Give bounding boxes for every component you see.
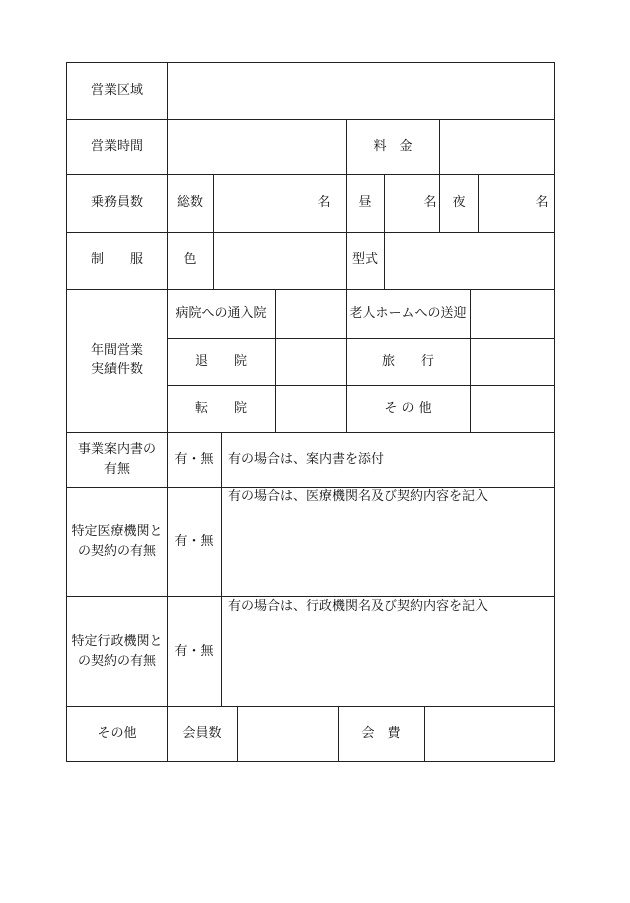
crew-total-input[interactable] bbox=[214, 175, 334, 232]
transfer-label: 転 院 bbox=[194, 401, 248, 416]
uniform-label: 制 服 bbox=[90, 252, 144, 267]
member-count-input[interactable] bbox=[239, 707, 338, 761]
members-label: 会員数 bbox=[182, 726, 222, 741]
fee-input[interactable] bbox=[440, 120, 554, 174]
admin-label-line2: の契約の有無 bbox=[77, 654, 157, 669]
admin-label-line1: 特定行政機関と bbox=[71, 634, 163, 649]
uniform-model-input[interactable] bbox=[385, 233, 554, 289]
travel-count-input[interactable] bbox=[471, 339, 554, 385]
application-form-table bbox=[66, 62, 555, 762]
medical-details-input[interactable] bbox=[222, 508, 554, 596]
brochure-choice[interactable]: 有・無 bbox=[174, 452, 214, 467]
discharge-count-input[interactable] bbox=[276, 339, 346, 385]
crew-night-label: 夜 bbox=[452, 195, 466, 210]
admin-choice[interactable]: 有・無 bbox=[174, 644, 214, 659]
crew-total-label: 総数 bbox=[176, 195, 204, 210]
travel-label: 旅 行 bbox=[381, 354, 435, 369]
area-input[interactable] bbox=[168, 63, 554, 119]
border-bottom bbox=[66, 761, 555, 762]
col-divider bbox=[346, 174, 347, 233]
brochure-label-line1: 事業案内書の bbox=[77, 442, 157, 457]
col-divider bbox=[346, 289, 347, 433]
col-divider bbox=[237, 706, 238, 762]
crew-total-unit: 名 bbox=[317, 195, 331, 210]
medical-choice[interactable]: 有・無 bbox=[174, 534, 214, 549]
uniform-color-input[interactable] bbox=[214, 233, 346, 289]
hospital-visit-count-input[interactable] bbox=[276, 290, 346, 338]
uniform-color-label: 色 bbox=[183, 252, 197, 267]
crew-day-label: 昼 bbox=[358, 195, 372, 210]
hours-input[interactable] bbox=[168, 120, 346, 174]
nursing-home-count-input[interactable] bbox=[471, 290, 554, 338]
crew-day-input[interactable] bbox=[385, 175, 425, 232]
medical-label-line1: 特定医療機関と bbox=[71, 524, 163, 539]
annual-label-line1: 年間営業 bbox=[90, 343, 144, 358]
other-count-input[interactable] bbox=[471, 386, 554, 432]
brochure-label-line2: 有無 bbox=[103, 462, 131, 477]
other-section-label: その他 bbox=[97, 726, 137, 741]
col-divider bbox=[338, 706, 339, 762]
transfer-count-input[interactable] bbox=[276, 386, 346, 432]
crew-night-input[interactable] bbox=[479, 175, 534, 232]
annual-label-line2: 実績件数 bbox=[90, 362, 144, 377]
hours-label: 営業時間 bbox=[90, 139, 144, 154]
area-label: 営業区域 bbox=[90, 83, 144, 98]
crew-night-unit: 名 bbox=[535, 195, 549, 210]
admin-note: 有の場合は、行政機関名及び契約内容を記入 bbox=[228, 599, 489, 614]
fee-label: 料 金 bbox=[373, 139, 413, 154]
medical-label-line2: の契約の有無 bbox=[77, 544, 157, 559]
col-divider bbox=[346, 232, 347, 290]
dues-label: 会 費 bbox=[361, 726, 401, 741]
col-divider bbox=[346, 119, 347, 175]
border-left bbox=[66, 62, 67, 762]
dues-input[interactable] bbox=[425, 707, 554, 761]
crew-day-unit: 名 bbox=[423, 195, 437, 210]
uniform-model-label: 型式 bbox=[351, 252, 379, 267]
nursing-home-label: 老人ホームへの送迎 bbox=[349, 306, 467, 321]
admin-details-input[interactable] bbox=[222, 618, 554, 706]
row-divider bbox=[66, 432, 555, 433]
other-label: そ の 他 bbox=[384, 401, 432, 416]
hospital-visit-label: 病院への通入院 bbox=[175, 306, 267, 321]
border-right bbox=[554, 62, 555, 762]
col-divider bbox=[439, 174, 440, 233]
discharge-label: 退 院 bbox=[194, 354, 248, 369]
medical-note: 有の場合は、医療機関名及び契約内容を記入 bbox=[228, 489, 489, 504]
crew-label: 乗務員数 bbox=[90, 195, 144, 210]
brochure-note: 有の場合は、案内書を添付 bbox=[228, 452, 385, 467]
